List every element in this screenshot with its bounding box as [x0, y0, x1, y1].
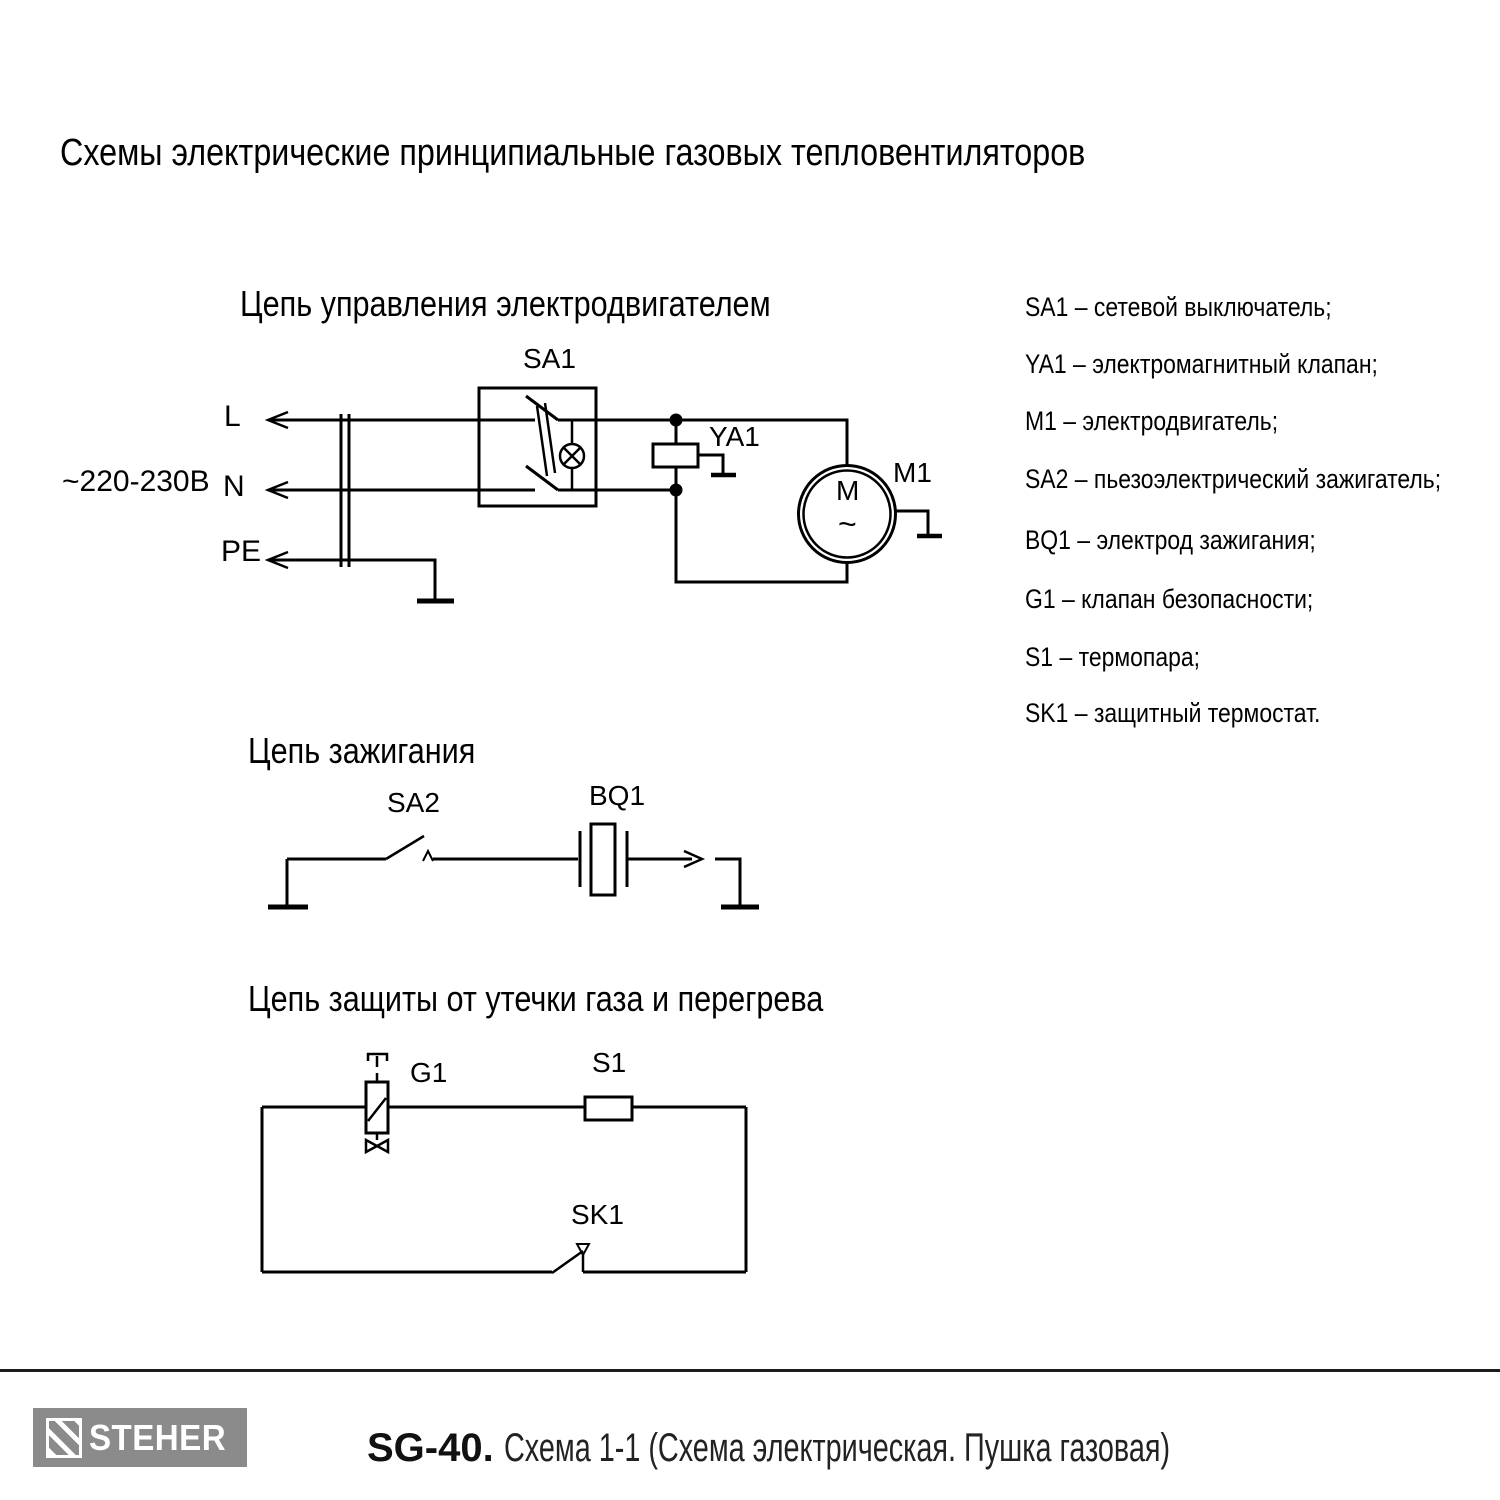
ignition-ground-left-symbol — [268, 859, 308, 907]
sa1-label: SA1 — [523, 343, 576, 374]
model-number: SG-40. — [367, 1426, 494, 1470]
g1-valve-symbol — [366, 1054, 388, 1152]
legend-item: M1 – электродвигатель; — [1025, 406, 1279, 436]
steher-logo — [33, 1408, 247, 1467]
g1-label: G1 — [410, 1057, 448, 1088]
legend-item: SA2 – пьезоэлектрический зажигатель; — [1025, 464, 1442, 494]
sa1-lower-contact — [526, 466, 558, 490]
voltage-label: ~220-230В — [62, 465, 210, 498]
s1-thermocouple-symbol — [585, 1097, 632, 1120]
ya1-label: YA1 — [709, 421, 760, 452]
bq1-label: BQ1 — [589, 780, 646, 811]
scheme-caption: Схема 1-1 (Схема электрическая. Пушка газовая) — [503, 1426, 1170, 1470]
motor-ac-sign: ~ — [838, 506, 857, 542]
m1-label: M1 — [893, 457, 932, 488]
n-wire-return — [676, 490, 847, 582]
pe-wire — [268, 560, 435, 600]
legend-item: YA1 – электромагнитный клапан; — [1025, 349, 1378, 379]
legend-item: SK1 – защитный термостат. — [1025, 698, 1321, 728]
s1-label: S1 — [592, 1047, 627, 1078]
l-wire-after-switch — [558, 420, 847, 465]
ignition-circuit-drawing — [268, 824, 759, 907]
indicator-lamp-symbol — [560, 420, 584, 490]
legend-item: BQ1 – электрод зажигания; — [1025, 525, 1316, 555]
motor-control-title: Цепь управления электродвигателем — [240, 283, 771, 324]
gas-valve-bowtie — [366, 1140, 388, 1152]
protection-title: Цепь защиты от утечки газа и перегрева — [248, 978, 824, 1019]
sa1-upper-contact — [526, 396, 558, 420]
footer-divider — [0, 1369, 1500, 1372]
steher-mark-icon — [46, 1418, 82, 1458]
sk1-thermostat-symbol — [552, 1244, 589, 1273]
sa2-label: SA2 — [387, 787, 440, 818]
legend-item: S1 – термопара; — [1025, 642, 1201, 672]
legend-item: SA1 – сетевой выключатель; — [1025, 292, 1332, 322]
sk1-label: SK1 — [571, 1199, 624, 1230]
legend-item: G1 – клапан безопасности; — [1025, 584, 1314, 614]
line-pe-label: PE — [221, 535, 262, 568]
protection-circuit-drawing — [262, 1054, 746, 1273]
bq1-electrode-symbol — [580, 824, 627, 895]
brand-name: STEHER — [89, 1416, 227, 1458]
line-l-label: L — [224, 400, 241, 433]
line-n-label: N — [223, 470, 245, 503]
ignition-ground-right-symbol — [715, 859, 759, 907]
document-title: Схемы электрические принципиальные газовых тепловентиляторов — [60, 132, 1086, 174]
footer-caption-row — [367, 1426, 1429, 1471]
ignition-title: Цепь зажигания — [248, 730, 476, 771]
sa2-switch-symbol — [386, 836, 433, 861]
momentary-marker — [423, 851, 433, 861]
motor-letter: M — [836, 475, 860, 506]
